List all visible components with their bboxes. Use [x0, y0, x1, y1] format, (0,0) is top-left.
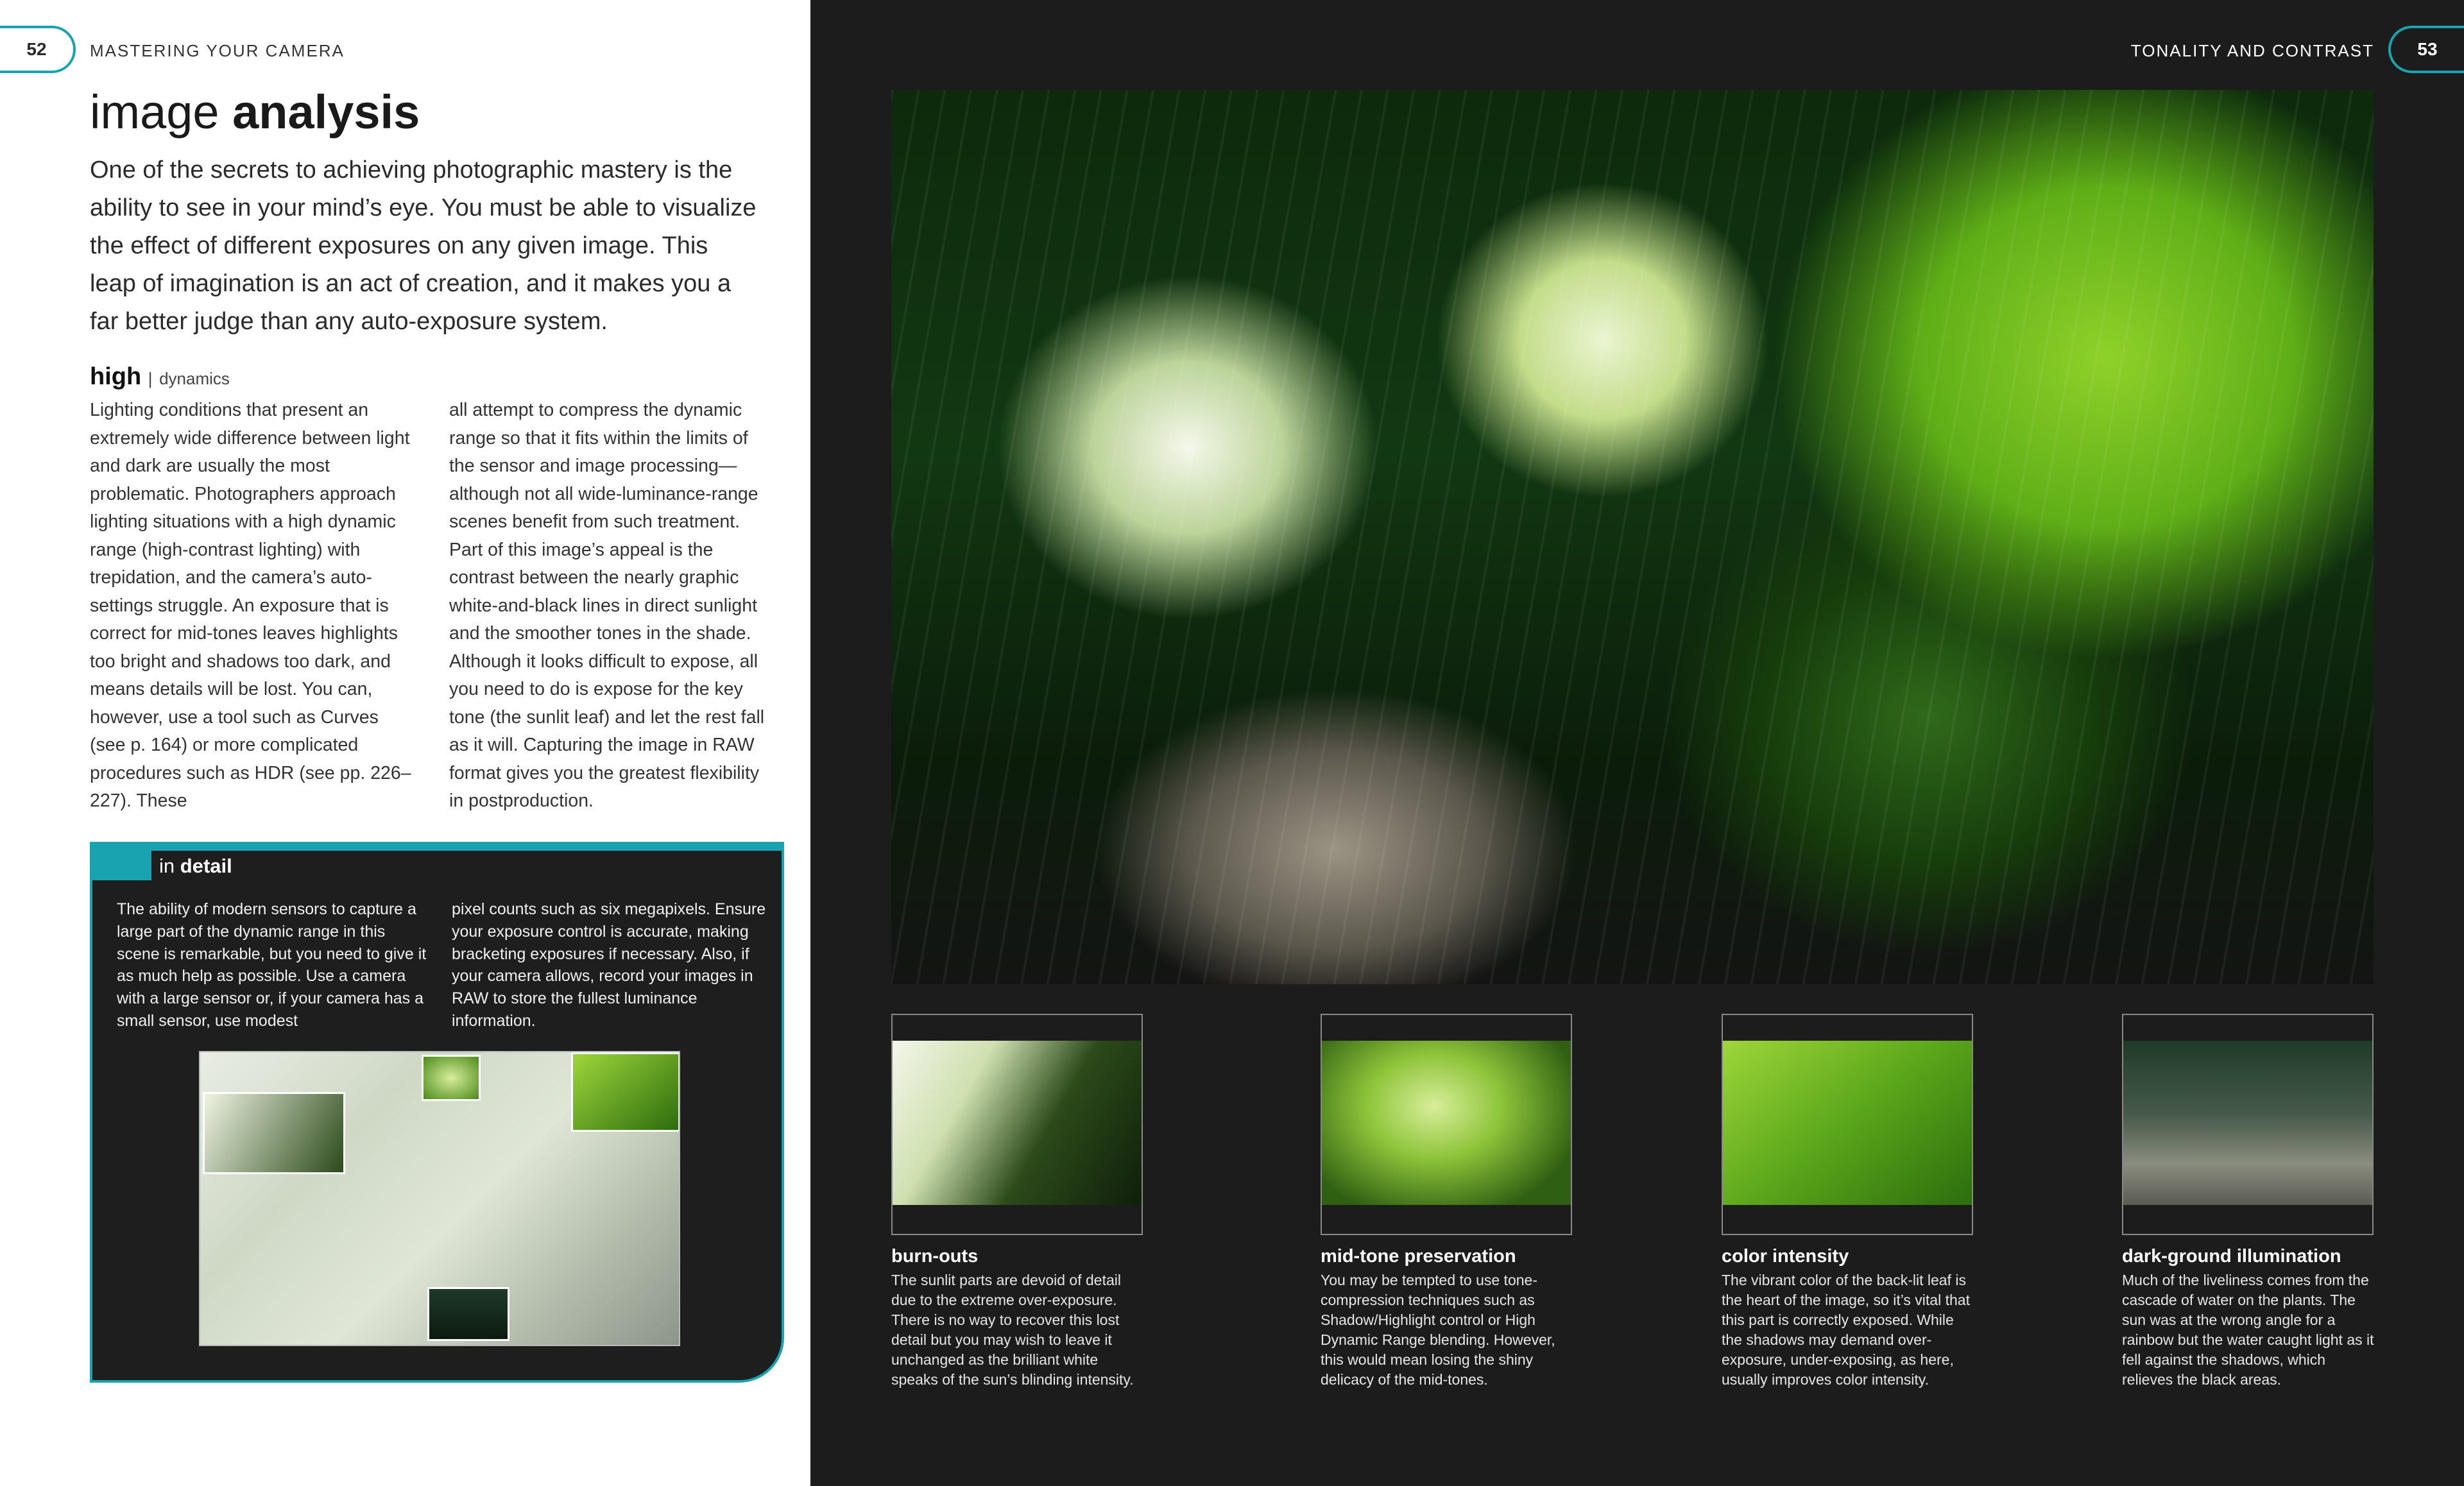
in-detail-column-1: The ability of modern sensors to capture a large part of the dynamic range in this scene is remarkable, but you need to give it as much help as possible. Use a camera with a large sensor or, if your camera has a small sensor, use modest	[117, 900, 427, 1030]
caption-text: Much of the liveliness comes from the cascade of water on the plants. The sun was at the wrong angle for a rainbow but the water caught light as it fell against the shadows, which relieves the black areas.	[2122, 1272, 2374, 1388]
caption-text: The sunlit parts are devoid of detail due to the extreme over-exposure. There is no way to recover this lost detail but you may wish to leave it unchanged as the brilliant white speaks of the sun’s blinding intensity.	[891, 1272, 1134, 1388]
thumbnail-image	[2123, 1041, 2372, 1205]
in-detail-bar	[90, 842, 784, 851]
caption-title: burn-outs	[891, 1246, 979, 1267]
running-head-left: MASTERING YOUR CAMERA	[90, 41, 345, 60]
in-detail-tab	[90, 842, 151, 880]
crop-diagram-image	[199, 1051, 680, 1346]
thumbnail-color-intensity	[1722, 1014, 1973, 1235]
running-head-right: TONALITY AND CONTRAST	[2130, 41, 2374, 60]
caption-color-intensity	[1722, 1245, 1978, 1390]
title-bold: analysis	[232, 85, 420, 139]
title-light: image	[90, 85, 219, 139]
page-title	[90, 83, 420, 141]
thumbnail-mid-tone-preservation	[1321, 1014, 1572, 1235]
body-column-2: all attempt to compress the dynamic range so that it fits within the limits of the sensor and image processing—although not all wide-luminance-range scenes benefit from such treatment. Part of this image’s appeal is the contrast between the nearly graphic white-and-black lines in direct sunlight and the smoother tones in the shade. Although it looks difficult to expose, all you need to do is expose for the key tone (the sunlit leaf) and let the rest fall as it will. Capturing the image in RAW format gives you the greatest flexibility in postproduction.	[449, 400, 765, 811]
caption-title: mid-tone preservation	[1321, 1246, 1516, 1267]
crop-frame-dark-ground	[427, 1287, 509, 1341]
section-heading-sub: dynamics	[159, 369, 230, 388]
caption-title: color intensity	[1722, 1246, 1849, 1267]
thumbnail-image	[1322, 1041, 1571, 1205]
in-detail-label-bold: detail	[180, 855, 232, 877]
in-detail-label-prefix: in	[159, 855, 175, 877]
body-column-1: Lighting conditions that present an extremely wide difference between light and dark are usually the most problematic. Photographers approach lighting situations with a high dynamic range (high-contrast lighting) with trepidation, and the camera’s auto-settings struggle. An exposure that is correct for mid-tones leaves highlights too bright and shadows too dark, and means details will be lost. You can, however, use a tool such as Curves (see p. 164) or more complicated procedures such as HDR (see pp. 226–227). These	[90, 400, 411, 811]
section-heading	[90, 363, 230, 391]
caption-mid-tone-preservation	[1321, 1245, 1577, 1390]
section-heading-separator: |	[148, 369, 153, 388]
crop-frame-mid-tone	[422, 1055, 481, 1101]
in-detail-box	[90, 842, 784, 1383]
thumbnail-burn-outs	[891, 1014, 1143, 1235]
thumbnail-image	[893, 1041, 1142, 1205]
page-number-left: 52	[0, 26, 76, 73]
caption-burn-outs	[891, 1245, 1148, 1390]
page-number-right: 53	[2388, 26, 2464, 73]
left-page	[0, 0, 810, 1486]
crop-frame-color-intensity	[571, 1052, 680, 1132]
caption-title: dark-ground illumination	[2122, 1246, 2341, 1267]
crop-frame-burn-outs	[203, 1092, 345, 1174]
caption-text: You may be tempted to use tone-compression techniques such as Shadow/Highlight control or High Dynamic Range blending. However, this would mean losing the shiny delicacy of the mid-tones.	[1321, 1272, 1555, 1388]
in-detail-label	[159, 855, 232, 878]
thumbnail-dark-ground-illumination	[2122, 1014, 2374, 1235]
caption-text: The vibrant color of the back-lit leaf is the heart of the image, so it’s vital that this part is correctly exposed. While the shadows may demand over-exposure, under-exposing, as here, usually improves color intensity.	[1722, 1272, 1970, 1388]
caption-dark-ground-illumination	[2122, 1245, 2379, 1390]
thumbnail-image	[1723, 1041, 1972, 1205]
intro-paragraph: One of the secrets to achieving photographic mastery is the ability to see in your mind’s eye. You must be able to visualize the effect of different exposures on any given image. This leap of imagination is an act of creation, and it makes you a far better judge than any auto-exposure system.	[90, 157, 757, 335]
section-heading-main: high	[90, 363, 142, 390]
in-detail-column-2: pixel counts such as six megapixels. Ensure your exposure control is accurate, making bracketing exposures if necessary. Also, if your camera allows, record your images in RAW to store the fullest luminance information.	[452, 900, 766, 1030]
main-jungle-photo	[891, 90, 2374, 984]
right-page	[810, 0, 2464, 1486]
